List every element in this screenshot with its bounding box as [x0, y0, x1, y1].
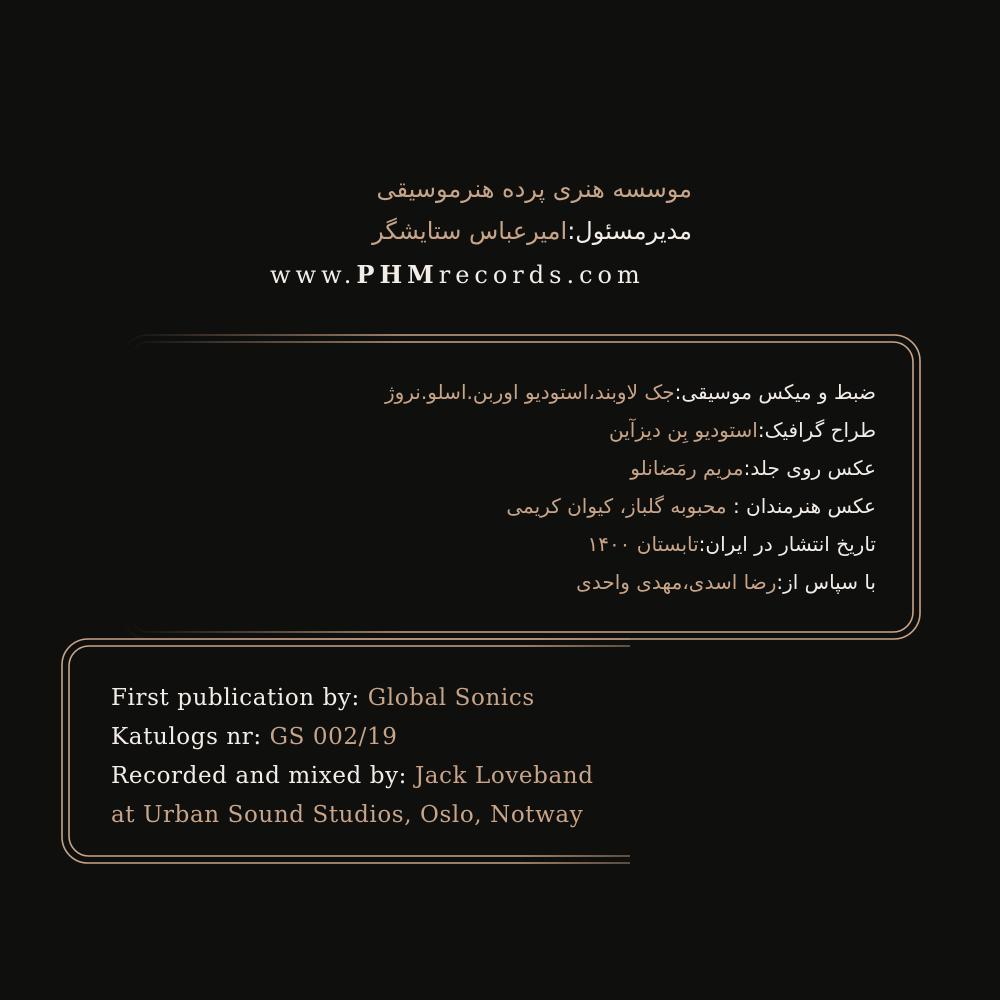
credit-row-catalog — [111, 718, 626, 757]
company-name: موسسه هنری پرده هنرموسیقی — [376, 175, 692, 203]
website-suffix: records.com — [438, 261, 645, 289]
credit-row-recorded — [111, 757, 626, 796]
credit-value: GS 002/19 — [269, 724, 398, 750]
credit-row-thanks — [176, 563, 876, 601]
credit-row-recording — [176, 373, 876, 411]
credit-row-graphic — [176, 411, 876, 449]
credit-row-cover-photo — [176, 449, 876, 487]
manager-name: امیرعباس ستایشگر — [372, 217, 568, 245]
credit-label: تاریخ انتشار در ایران: — [698, 532, 876, 556]
credit-label: ضبط و میکس موسیقی: — [674, 380, 876, 404]
credit-label: Recorded and mixed by: — [111, 763, 415, 789]
credit-value: Jack Loveband — [414, 763, 594, 789]
credit-row-studio — [111, 796, 626, 835]
credit-label: Katulogs nr: — [111, 724, 270, 750]
manager-line — [270, 210, 692, 252]
credit-value: جک لاوبند،استودیو اوربن.اسلو.نروژ — [384, 380, 675, 404]
website-bold: PHM — [356, 260, 439, 289]
credit-value: مریم رمَضانلو — [630, 456, 744, 480]
credit-label: عکس روی جلد: — [743, 456, 876, 480]
manager-label: مدیرمسئول: — [567, 217, 692, 245]
credit-value: تابستان ۱۴۰۰ — [587, 532, 699, 556]
credit-value: Global Sonics — [367, 685, 535, 711]
header — [270, 168, 692, 296]
credit-label: با سپاس از: — [776, 570, 876, 594]
english-credits — [111, 679, 626, 835]
persian-credits — [176, 373, 876, 601]
credit-value: رضا اسدی،مهدی واحدی — [576, 570, 777, 594]
credit-value: محبوبه گلباز، کیوان کریمی — [506, 494, 727, 518]
website-prefix: www. — [270, 261, 357, 289]
credit-row-artist-photo — [176, 487, 876, 525]
credit-label: First publication by: — [111, 685, 368, 711]
website — [270, 254, 692, 296]
credit-label: عکس هنرمندان : — [726, 494, 876, 518]
credit-row-release-date — [176, 525, 876, 563]
credit-value: at Urban Sound Studios, Oslo, Notway — [111, 802, 584, 828]
credit-label: طراح گرافیک: — [757, 418, 876, 442]
credit-row-publication — [111, 679, 626, 718]
credit-value: استودیو بِن دیزآین — [609, 418, 758, 442]
